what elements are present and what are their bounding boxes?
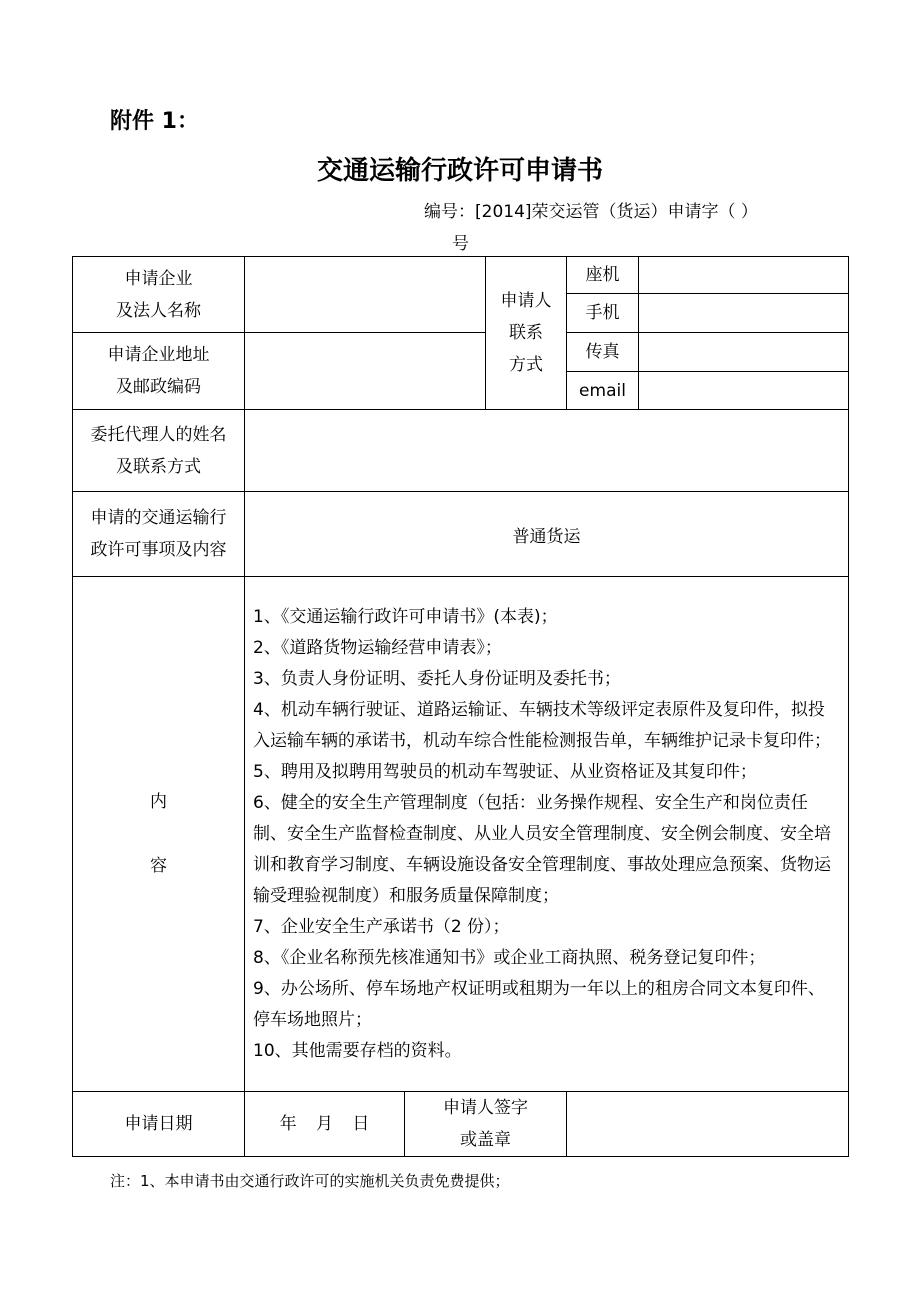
address-label (73, 333, 245, 410)
agent-label-line2: 及联系方式 (116, 456, 201, 477)
contact-label-line3: 方式 (509, 355, 543, 375)
mobile-label: 手机 (567, 294, 639, 333)
agent-label-line1: 委托代理人的姓名 (90, 424, 227, 445)
content-label-line2: 容 (150, 856, 167, 876)
permit-item-value: 普通货运 (245, 492, 849, 577)
agent-label (73, 410, 245, 492)
content-item-10: 10、其他需要存档的资料。 (253, 1040, 462, 1061)
address-label-line1: 申请企业地址 (107, 345, 210, 365)
content-item-3: 3、负责人身份证明、委托人身份证明及委托书； (253, 668, 621, 689)
agent-field[interactable] (245, 410, 849, 492)
contact-label-line1: 申请人 (500, 291, 552, 311)
application-form (72, 256, 849, 1157)
address-label-line2: 及邮政编码 (116, 377, 201, 397)
permit-item-label-line1: 申请的交通运输行 (90, 508, 227, 528)
fax-field[interactable] (639, 333, 849, 372)
company-label-line1: 申请企业 (124, 268, 193, 289)
landline-field[interactable] (639, 257, 849, 294)
serial-number-suffix: 号 (452, 234, 469, 254)
permit-item-label (73, 492, 245, 577)
company-label-line2: 及法人名称 (116, 300, 201, 321)
landline-label: 座机 (567, 257, 639, 294)
content-item-5: 5、聘用及拟聘用驾驶员的机动车驾驶证、从业资格证及其复印件； (253, 761, 757, 782)
date-field[interactable]: 年 月 日 (245, 1092, 405, 1157)
email-label: email (567, 372, 639, 410)
mobile-field[interactable] (639, 294, 849, 333)
content-item-8: 8、《企业名称预先核准通知书》或企业工商执照、税务登记复印件； (253, 947, 766, 968)
content-label-line1: 内 (150, 792, 167, 812)
contact-label (486, 257, 567, 410)
signature-field[interactable] (567, 1092, 849, 1157)
content-label (73, 577, 245, 1092)
signature-label (405, 1092, 567, 1157)
email-field[interactable] (639, 372, 849, 410)
fax-label: 传真 (567, 333, 639, 372)
content-item-7: 7、企业安全生产承诺书（2 份）； (253, 916, 510, 937)
attachment-label: 附件 1： (110, 109, 199, 134)
footnote: 注：1、本申请书由交通行政许可的实施机关负责免费提供； (110, 1172, 510, 1190)
signature-label-line2: 或盖章 (460, 1130, 511, 1150)
content-list (245, 577, 849, 1092)
address-field[interactable] (245, 333, 486, 410)
permit-item-label-line2: 政许可事项及内容 (90, 540, 227, 560)
contact-label-line2: 联系 (509, 323, 543, 343)
page-title: 交通运输行政许可申请书 (316, 156, 603, 186)
content-item-9: 9、办公场所、停车场地产权证明或租期为一年以上的租房合同文本复印件、停车场地照片； (253, 978, 825, 1030)
serial-number: 编号：[2014]荣交运管（货运）申请字（ ） (424, 202, 758, 222)
content-item-6: 6、健全的安全生产管理制度（包括：业务操作规程、安全生产和岗位责任制、安全生产监督检查制度、从业人员安全管理制度、安全例会制度、安全培训和教育学习制度、车辆设施设备安全管理制度、事故处理应急预案、货物运输受理验视制度）和服务质量保障制度； (253, 792, 831, 906)
company-label (73, 257, 245, 333)
content-item-2: 2、《道路货物运输经营申请表》； (253, 637, 502, 658)
content-item-1: 1、《交通运输行政许可申请书》(本表)； (253, 606, 558, 627)
content-item-4: 4、机动车辆行驶证、道路运输证、车辆技术等级评定表原件及复印件，拟投入运输车辆的承诺书，机动车综合性能检测报告单，车辆维护记录卡复印件； (253, 699, 831, 751)
date-label: 申请日期 (73, 1092, 245, 1157)
signature-label-line1: 申请人签字 (443, 1098, 528, 1118)
company-name-field[interactable] (245, 257, 486, 333)
